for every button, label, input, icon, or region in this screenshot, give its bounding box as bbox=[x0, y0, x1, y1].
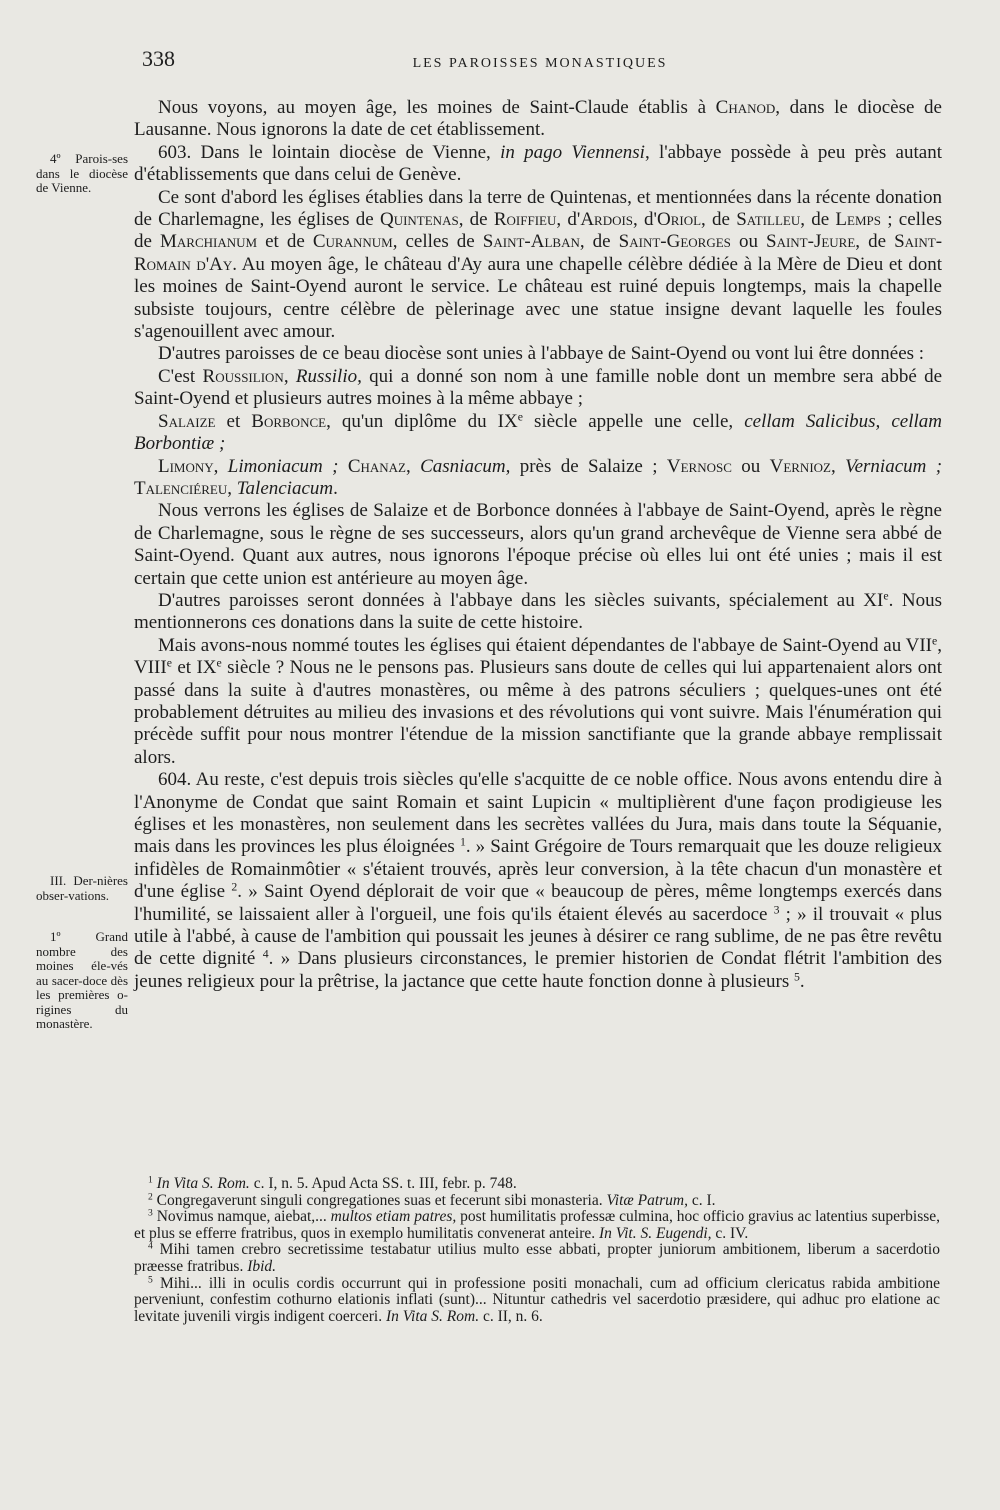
footnote: $^2$ Congregaverunt singuli congregationes suas et fecerunt sibi monasteria. Vitæ Patrum, c. I. bbox=[148, 1191, 716, 1209]
paragraph: Mais avons-nous nommé toutes les églises qui étaient dépendantes de l'abbaye de Saint-Oyend au VIIe, VIIIe et IXe siècle ? Nous ne le pensons pas. Plusieurs sans doute de celles qui lui appartenaient alors ont passé dans la suite à d'autres monastères, ou même à des patrons séculiers ; quelques-unes ont été probablement détruites au milieu des invasions et des révolutions qui vont suivre. Mais l'énumération qui précède suffit pour nous montrer l'étendue de la mission sanctifiante que la grande abbaye remplissait alors. bbox=[134, 634, 942, 768]
main-text bbox=[134, 97, 942, 993]
page-number: 338 bbox=[142, 46, 175, 71]
page-header bbox=[140, 42, 940, 82]
paragraph: Nous verrons les églises de Salaize et de Borbonce données à l'abbaye de Saint-Oyend, après le règne de Charlemagne, sous le règne de ses successeurs, alors qu'un grand archevêque de Vienne sera abbé de Saint-Oyend. Quant aux autres, nous ignorons l'époque précise où elles lui ont été unies ; mais il est certain que cette union est antérieure au moyen âge. bbox=[134, 500, 942, 589]
paragraph: D'autres paroisses de ce beau diocèse sont unies à l'abbaye de Saint-Oyend ou vont lui être données : bbox=[158, 343, 925, 365]
footnote: $^3$ Novimus namque, aiebat,... multos etiam patres, post humilitatis professæ culmina, hoc officio gravius ac latentius superbisse, et plus se efferre fratribus, quos in exemplo humilitatis convenerat anteire. In Vit. S. Eugendi, c. IV. bbox=[134, 1207, 941, 1242]
footnote: $^1$ In Vita S. Rom. c. I, n. 5. Apud Acta SS. t. III, febr. p. 748. bbox=[148, 1174, 517, 1192]
margin-note-grand-nombre bbox=[36, 930, 128, 1032]
running-title: LES PAROISSES MONASTIQUES bbox=[412, 56, 668, 71]
margin-note-text: III. Der-nières obser-vations. bbox=[36, 873, 128, 903]
footnote: $^4$ Mihi tamen crebro secretissime testabatur utilius multo esse abbati, propter juniorum ambitionem, liberum a sacerdotio præesse fratribus. Ibid. bbox=[134, 1241, 940, 1275]
footnote-separator bbox=[134, 1168, 942, 1169]
paragraph: Salaize et Borbonce, qu'un diplôme du IXe siècle appelle une celle, cellam Salicibus, cellam Borbontiæ ; bbox=[134, 410, 942, 455]
paragraph: D'autres paroisses seront données à l'abbaye dans les siècles suivants, spécialement au XIe. Nous mentionnerons ces donations dans la suite de cette histoire. bbox=[134, 589, 942, 634]
paragraph: C'est Roussilion, Russilio, qui a donné son nom à une famille noble dont un membre sera abbé de Saint-Oyend et plusieurs autres moines à la même abbaye ; bbox=[134, 365, 943, 410]
margin-note-text: 4º Parois-ses dans le diocèse de Vienne. bbox=[36, 151, 128, 195]
margin-note-vienne bbox=[36, 152, 128, 196]
margin-note-dernieres-observations bbox=[36, 874, 128, 903]
margin-note-text: 1º Grand nombre des moines éle-vés au sacer-doce dès les premières o-rigines du monastère. bbox=[36, 929, 128, 1031]
paragraph-604: 604. Au reste, c'est depuis trois siècles qu'elle s'acquitte de ce noble office. Nous avons entendu dire à l'Anonyme de Condat que saint Romain et saint Lupicin « multiplièrent d'une façon prodigieuse les églises et les monastères, non seulement dans les secrètes vallées du Jura, mais dans toute la Séquanie, mais dans les provinces les plus éloignées $^1$. » Saint Grégoire de Tours remarquait que les douze religieux infidèles de Romainmôtier « s'étaient trouvés, après leur conversion, à la tête chacun d'un monastère et d'une église $^2$. » Saint Oyend déplorait de voir que « beaucoup de pères, même longtemps exercés dans l'humilité, se laissaient aller à l'orgueil, une fois qu'ils étaient élevés au sacerdoce $^3$ ; » il trouvait « plus utile à l'abbé, à cause de l'ambition qui poussait les jeunes à désirer ce rang sublime, de ne pas être revêtu de cette dignité $^4$. » Dans plusieurs circonstances, le premier historien de Condat flétrit l'ambition des jeunes religieux pour la prêtrise, la jactance que cette haute fonction donne à plusieurs $^5$. bbox=[134, 769, 943, 992]
paragraph: Nous voyons, au moyen âge, les moines de Saint-Claude établis à Chanod, dans le diocèse de Lausanne. Nous ignorons la date de cet établissement. bbox=[134, 97, 942, 141]
footnotes bbox=[134, 1176, 940, 1325]
footnote: $^5$ Mihi... illi in oculis cordis occurrunt qui in professione positi monachali, cum ad officium clericatus rabida ambitione perveniunt, confestim cothurno elationis inflati (sunt)... Nituntur cathedris vel sacerdotio præsidere, qui adhuc pro elatione ac levitate juvenili virgis indigent coerceri. In Vita S. Rom. c. II, n. 6. bbox=[134, 1274, 941, 1325]
paragraph: Ce sont d'abord les églises établies dans la terre de Quintenas, et mentionnées dans la récente donation de Charlemagne, les églises de Quintenas, de Roiffieu, d'Ardois, d'Oriol, de Satilleu, de Lemps ; celles de Marchianum et de Curannum, celles de Saint-Alban, de Saint-Georges ou Saint-Jeure, de Saint-Romain d'Ay. Au moyen âge, le château d'Ay aura une chapelle célèbre dédiée à la Mère de Dieu et dont les moines de Saint-Oyend auront le service. Le château est ruiné depuis longtemps, mais la chapelle subsiste toujours, centre célèbre de pèlerinage avec une statue insigne devant laquelle les foules s'agenouillent avec amour. bbox=[134, 186, 943, 343]
paragraph: Limony, Limoniacum ; Chanaz, Casniacum, près de Salaize ; Vernosc ou Vernioz, Verniacum ; Talenciéreu, Talenciacum. bbox=[134, 455, 943, 499]
paragraph-603: 603. Dans le lointain diocèse de Vienne, in pago Viennensi, l'abbaye possède à peu près autant d'établissements que dans celui de Genève. bbox=[134, 141, 942, 186]
